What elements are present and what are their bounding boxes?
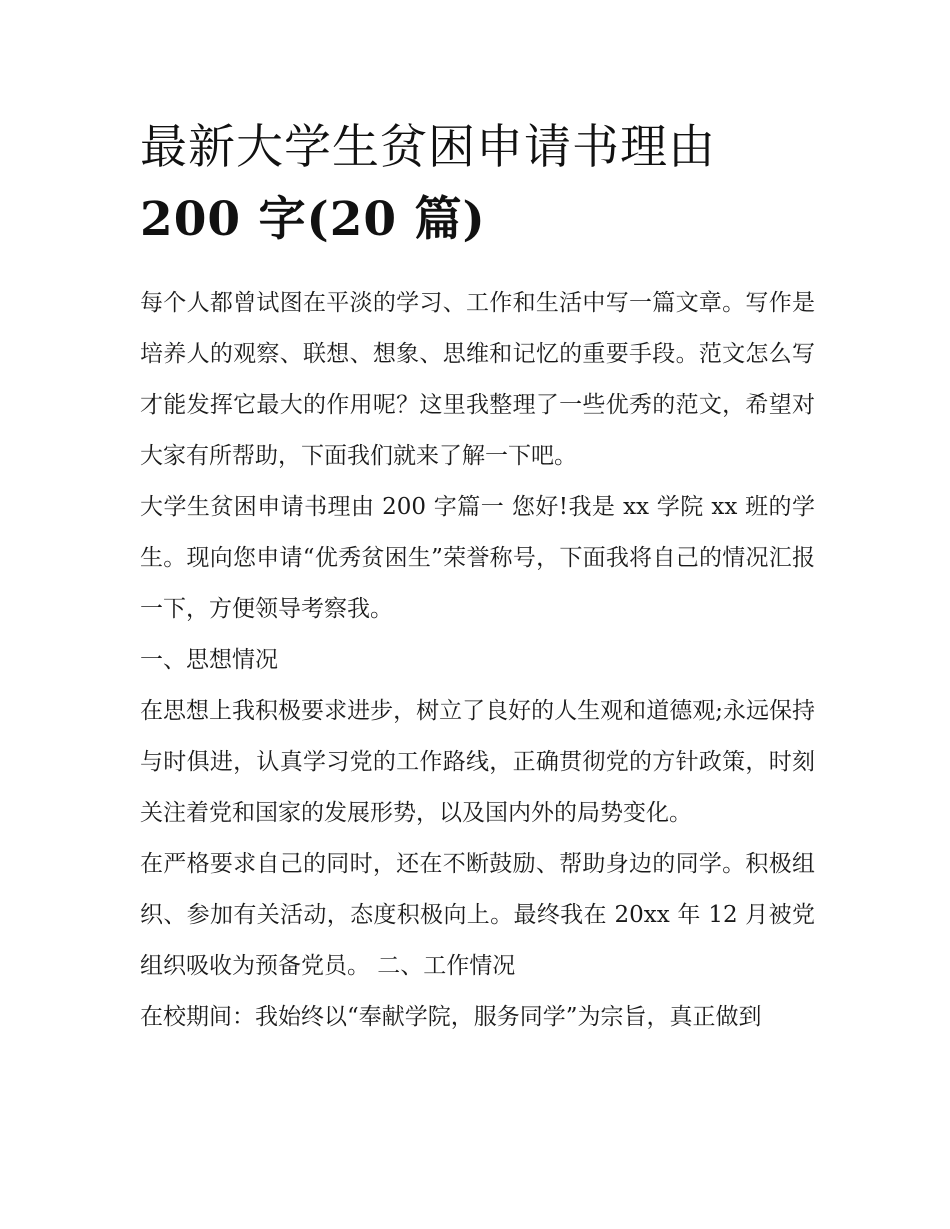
school-period-paragraph: 在校期间：我始终以“奉献学院，服务同学”为宗旨，真正做到 (140, 1004, 762, 1030)
title-line-2: 200 字(20 篇) (140, 192, 486, 247)
thought-paragraph: 在思想上我积极要求进步，树立了良好的人生观和道德观;永远保持与时俱进，认真学习党的工作路线，正确贯彻党的方针政策，时刻关注着党和国家的发展形势，以及国内外的局势变化。 (140, 698, 815, 826)
self-discipline-paragraph: 在严格要求自己的同时，还在不断鼓励、帮助身边的同学。积极组织、参加有关活动，态度积极向上。最终我在 20xx 年 12 月被党组织吸收为预备党员。 二、工作情况 (140, 851, 815, 979)
document-body (140, 278, 815, 1043)
title-line-1: 最新大学生贫困申请书理由 (140, 120, 716, 175)
section-heading-thought: 一、思想情况 (140, 647, 278, 673)
intro-paragraph: 每个人都曾试图在平淡的学习、工作和生活中写一篇文章。写作是培养人的观察、联想、想象、思维和记忆的重要手段。范文怎么写才能发挥它最大的作用呢？这里我整理了一些优秀的范文，希望对大家有所帮助，下面我们就来了解一下吧。 (140, 290, 815, 469)
document-title (140, 112, 820, 256)
application-opening-paragraph: 大学生贫困申请书理由 200 字篇一 您好!我是 xx 学院 xx 班的学生。现向您申请“优秀贫困生”荣誉称号，下面我将自己的情况汇报一下，方便领导考察我。 (140, 494, 815, 622)
